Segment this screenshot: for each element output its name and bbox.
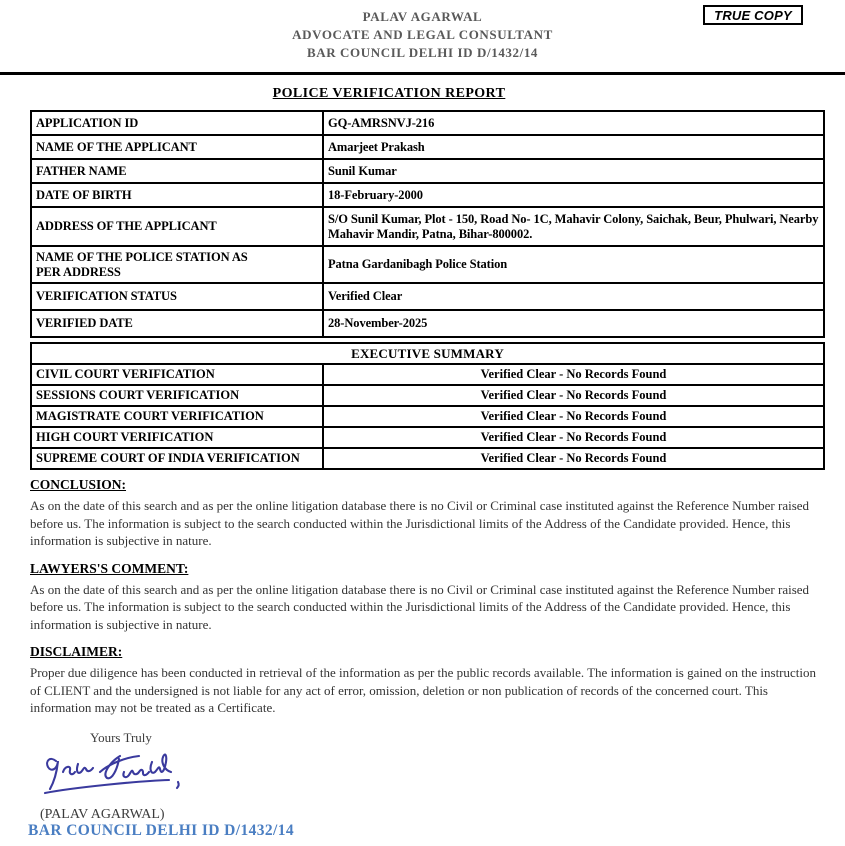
true-copy-label: TRUE COPY xyxy=(714,7,792,23)
row-value: Verified Clear xyxy=(323,283,824,310)
row-label: APPLICATION ID xyxy=(31,111,323,135)
letterhead-role: ADVOCATE AND LEGAL CONSULTANT xyxy=(292,27,553,42)
table-row xyxy=(31,310,824,337)
header-divider xyxy=(0,72,845,75)
table-row xyxy=(31,183,824,207)
section-paragraph: As on the date of this search and as per the online litigation database there is no Civil or Criminal case instituted against the Reference Number raised before us. The information is subject to the search conducted within the Jurisdictional limits of the Address of the Candidate provided. Hence, this information is subjective in nature. xyxy=(30,581,810,632)
row-value: Verified Clear - No Records Found xyxy=(323,448,824,469)
row-value: Patna Gardanibagh Police Station xyxy=(323,246,824,283)
table-row xyxy=(31,246,824,283)
section-heading: DISCLAIMER: xyxy=(30,644,123,659)
table-row xyxy=(31,448,824,469)
row-label: CIVIL COURT VERIFICATION xyxy=(31,364,323,385)
signatory-name: (PALAV AGARWAL) xyxy=(40,807,165,822)
row-label: SESSIONS COURT VERIFICATION xyxy=(31,385,323,406)
row-value: Verified Clear - No Records Found xyxy=(323,427,824,448)
table-row xyxy=(31,207,824,246)
row-label: HIGH COURT VERIFICATION xyxy=(31,427,323,448)
table-row xyxy=(31,283,824,310)
section-conclusion xyxy=(30,477,823,550)
table-row xyxy=(31,135,824,159)
row-value: 18-February-2000 xyxy=(323,183,824,207)
true-copy-stamp xyxy=(703,5,803,25)
row-label: SUPREME COURT OF INDIA VERIFICATION xyxy=(31,448,323,469)
row-value: S/O Sunil Kumar, Plot - 150, Road No- 1C, Mahavir Colony, Saichak, Beur, Phulwari, Nearby Mahavir Mandir, Patna, Bihar-800002. xyxy=(323,207,824,246)
section-lawyers-comment xyxy=(30,561,823,634)
row-label: NAME OF THE POLICE STATION AS PER ADDRESS xyxy=(31,246,323,283)
row-label: FATHER NAME xyxy=(31,159,323,183)
signature-image xyxy=(42,748,192,806)
row-value: Verified Clear - No Records Found xyxy=(323,406,824,427)
table-row xyxy=(31,111,824,135)
section-disclaimer xyxy=(30,644,823,717)
row-label: MAGISTRATE COURT VERIFICATION xyxy=(31,406,323,427)
section-paragraph: As on the date of this search and as per the online litigation database there is no Civil or Criminal case instituted against the Reference Number raised before us. The information is subject to the search conducted within the Jurisdictional limits of the Address of the Candidate provided. Hence, this information is subjective in nature. xyxy=(30,498,810,548)
table-row xyxy=(31,406,824,427)
table-row xyxy=(31,385,824,406)
table-row xyxy=(31,159,824,183)
row-value: 28-November-2025 xyxy=(323,310,824,337)
section-heading: CONCLUSION: xyxy=(30,477,127,492)
applicant-details-table xyxy=(30,110,825,338)
letterhead-bar-id: BAR COUNCIL DELHI ID D/1432/14 xyxy=(306,45,539,60)
section-heading: LAWYERS'S COMMENT: xyxy=(30,560,189,576)
signatory-bar-id: BAR COUNCIL DELHI ID D/1432/14 xyxy=(28,822,295,839)
table-row xyxy=(31,427,824,448)
letterhead-name: PALAV AGARWAL xyxy=(362,9,483,24)
row-value: Amarjeet Prakash xyxy=(323,135,824,159)
table-header-row xyxy=(31,343,824,364)
page-title: POLICE VERIFICATION REPORT xyxy=(272,86,506,101)
executive-summary-table xyxy=(30,342,825,470)
row-value: Verified Clear - No Records Found xyxy=(323,364,824,385)
row-label: DATE OF BIRTH xyxy=(31,183,323,207)
row-label: NAME OF THE APPLICANT xyxy=(31,135,323,159)
row-label: VERIFICATION STATUS xyxy=(31,283,323,310)
row-label: ADDRESS OF THE APPLICANT xyxy=(31,207,323,246)
row-value: GQ-AMRSNVJ-216 xyxy=(323,111,824,135)
row-label: VERIFIED DATE xyxy=(31,310,323,337)
table-row xyxy=(31,364,824,385)
row-value: Sunil Kumar xyxy=(323,159,824,183)
closing-text: Yours Truly xyxy=(90,730,152,745)
executive-summary-title: EXECUTIVE SUMMARY xyxy=(31,343,824,364)
doc-title-wrap xyxy=(0,84,778,102)
row-value: Verified Clear - No Records Found xyxy=(323,385,824,406)
document-body xyxy=(30,477,823,728)
section-paragraph: Proper due diligence has been conducted in retrieval of the information as per the public records available. The information is gained on the instruction of CLIENT and the undersigned is not liable for any act of error, omission, deletion or non publication of records of the concerned court. This information may not be treated as a Certificate. xyxy=(30,665,817,715)
